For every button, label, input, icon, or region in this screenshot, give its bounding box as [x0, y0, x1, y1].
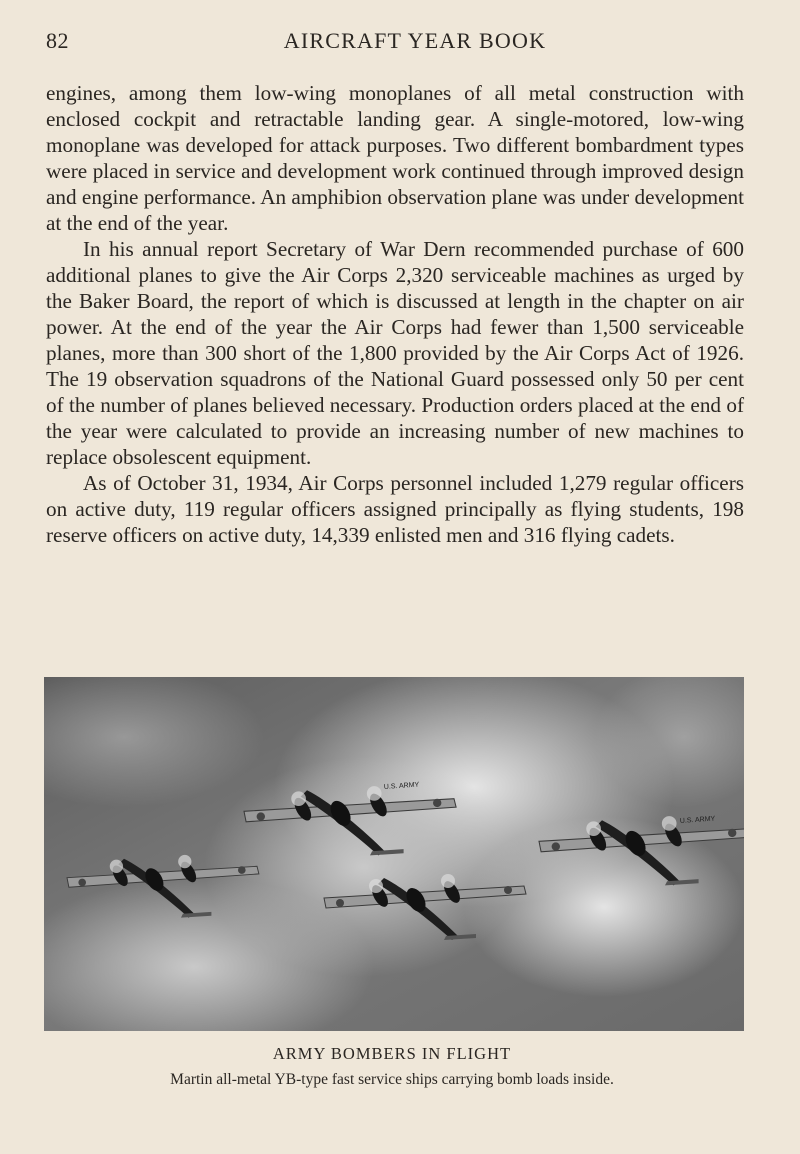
wing-marking-1: U.S. ARMY: [383, 781, 420, 791]
figure-caption-text: Martin all-metal YB-type fast service ships carrying bomb loads inside.: [170, 1071, 614, 1088]
paragraph-annual-report: In his annual report Secretary of War Dern recommended purchase of 600 additional planes to give the Air Corps 2,320 serviceable machines as urged by the Baker Board, the report of which is discussed at length in the chapter on air power. At the end of the year the Air Corps had fewer than 1,500 serviceable planes, more than 300 short of the 1,800 provided by the Air Corps Act of 1926. The 19 observation squadrons of the National Guard possessed only 50 per cent of the number of planes believed necessary. Production orders placed at the end of the year were calculated to provide an increasing number of new machines to replace obsolescent equipment.: [46, 237, 744, 469]
running-head: AIRCRAFT YEAR BOOK: [283, 28, 547, 53]
page-header: [46, 28, 744, 58]
body-text: [46, 80, 744, 548]
bombers-photo-image: [44, 677, 744, 1031]
paragraph-continued: engines, among them low-wing monoplanes of all metal construction with enclosed cockpit and retractable landing gear. A single-motored, low-wing monoplane was developed for attack purposes. Two different bombardment types were placed in service and development work continued through improved design and engine performance. An amphibion observation plane was under development at the end of the year.: [46, 81, 744, 235]
bombers-photo: [44, 677, 744, 1031]
paragraph-personnel: As of October 31, 1934, Air Corps personnel included 1,279 regular officers on active duty, 119 regular officers assigned principally as flying students, 198 reserve officers on active duty, 14,339 enlisted men and 316 flying cadets.: [46, 471, 744, 547]
figure-caption-title: ARMY BOMBERS IN FLIGHT: [272, 1044, 512, 1063]
wing-marking-2: U.S. ARMY: [679, 815, 716, 825]
page-number: 82: [46, 28, 69, 53]
